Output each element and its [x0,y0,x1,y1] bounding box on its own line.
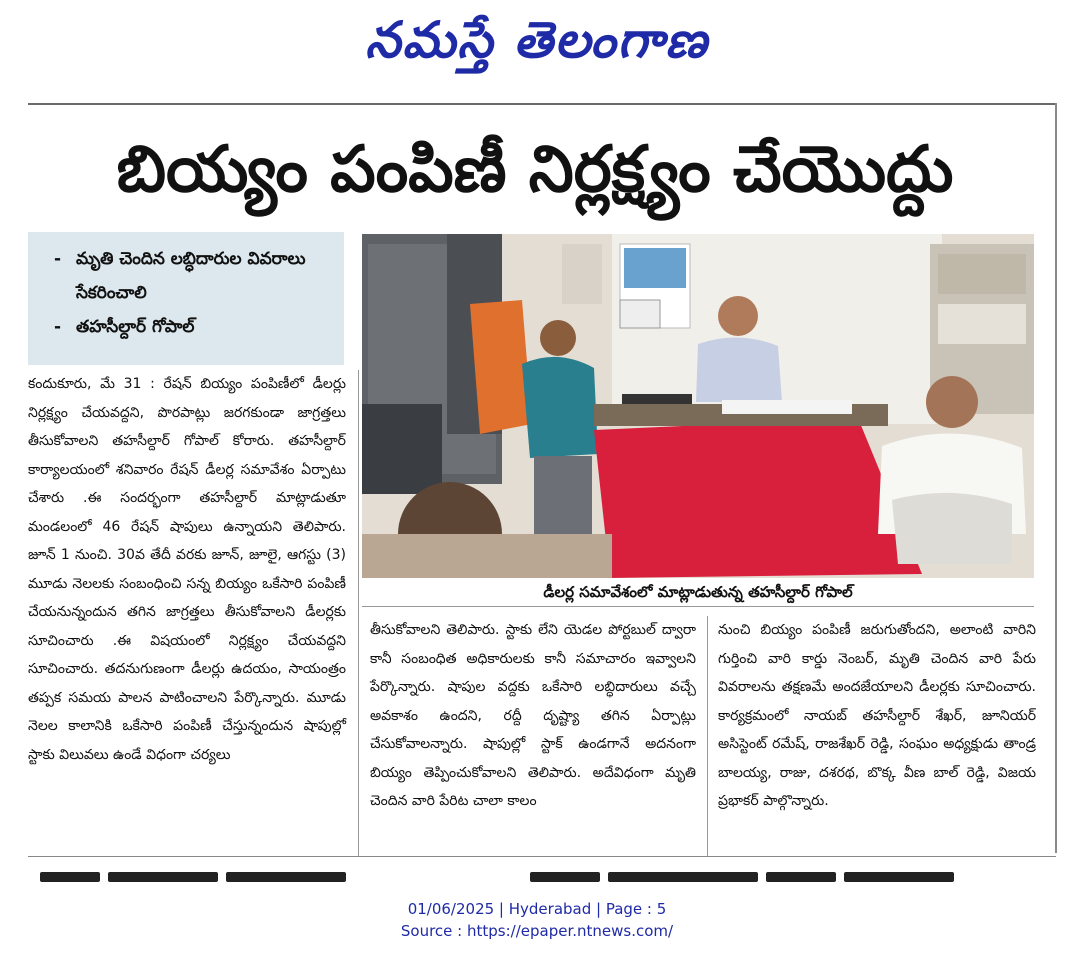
office-meeting-photo [362,234,1034,578]
article-column-3 [718,616,1036,856]
news-photo [362,234,1034,578]
article-paragraph: నుంచి బియ్యం పంపిణీ జరుగుతోందని, అలాంటి వారిని గుర్తించి వారి కార్డు నెంబర్, మృతి చెందిన వారి పేరు వివరాలను తక్షణమే అందజేయాలని డీలర్లకు సూచించారు. కార్యక్రమంలో నాయబ్ తహసీల్దార్ శేఖర్, జూనియర్ అసిస్టెంట్ రమేష్, రాజశేఖర్ రెడ్డి, సంఘం అధ్యక్షుడు తాండ్ర బాలయ్య, రాజు, దశరథ, బొక్క వీణ బాల్ రెడ్డి, విజయ ప్రభాకర్ పాల్గొన్నారు. [718,622,1036,809]
deck-item [54,310,334,344]
photo-caption: డీలర్ల సమావేశంలో మాట్లాడుతున్న తహసీల్దార్ గోపాల్ [543,583,853,601]
deck-item-text: తహసీల్దార్ గోపాల్ [76,317,195,337]
masthead: నమస్తే తెలంగాణ [365,10,709,69]
article-column-1 [28,370,346,850]
column-divider [707,616,708,856]
cut-off-next-headline-right [530,862,970,886]
deck-dash: - [54,317,62,337]
article-paragraph: తీసుకోవాలని తెలిపారు. స్టాకు లేని యెడల పోర్టబుల్ ద్వారా కానీ సంబంధిత అధికారులకు కానీ సమాచారం ఇవ్వాలని పేర్కొన్నారు. షాపుల వద్దకు ఒకేసారి లబ్ధిదారులు వచ్చే అవకాశం ఉందని, రద్దీ దృష్ట్యా తగిన ఏర్పాట్లు చేసుకోవాలన్నారు. షాపుల్లో స్టాక్ ఉండగానే అదనంగా బియ్యం తెప్పించుకోవాలని తెలిపారు. అదేవిధంగా మృతి చెందిన వారి పేరిట చాలా కాలం [370,622,696,809]
article-paragraph: కందుకూరు, మే 31 : రేషన్ బియ్యం పంపిణీలో డీలర్లు నిర్లక్ష్యం చేయవద్దని, పొరపాట్లు జరగకుండా జాగ్రత్తలు తీసుకోవాలని తహసీల్దార్ గోపాల్ కోరారు. తహసీల్దార్ కార్యాలయంలో శనివారం రేషన్ డీలర్ల సమావేశం ఏర్పాటు చేశారు .ఈ సందర్భంగా తహసీల్దార్ మాట్లాడుతూ మండలంలో 46 రేషన్ షాపులు ఉన్నాయని తెలిపారు. జూన్ 1 నుంచి. 30వ తేదీ వరకు జూన్, జూలై, ఆగస్టు (3) మూడు నెలలకు సంబంధించి సన్న బియ్యం ఒకేసారి పంపిణీ చేయనున్నందున తగిన జాగ్రత్తలు తీసుకోవాలని డీలర్లకు సూచించారు .ఈ విషయంలో నిర్లక్ష్యం చేయవద్దని సూచించారు. తదనుగుణంగా డీలర్లు ఉదయం, సాయంత్రం తప్పక సమయ పాలన పాటించాలని పేర్కొన్నారు. మూడు నెలల కాలానికి ఒకేసారి పంపిణీ చేస్తున్నందున షాపుల్లో స్టాకు విలువలు ఉండే విధంగా చర్యలు [28,376,346,763]
bottom-rule [28,856,1056,857]
top-rule [28,103,1056,105]
footer-source-line: Source : https://epaper.ntnews.com/ [400,922,674,940]
caption-rule [362,606,1034,607]
deck-box [28,232,344,365]
deck-dash: - [54,249,62,269]
cut-off-next-headline-left [40,862,360,886]
deck-item-text: మృతి చెందిన లబ్ధిదారుల వివరాలు సేకరించాలి [76,249,306,303]
headline: బియ్యం పంపిణీ నిర్లక్ష్యం చేయొద్దు [116,133,954,207]
footer-date-line: 01/06/2025 | Hyderabad | Page : 5 [407,900,667,918]
article-column-2 [370,616,696,856]
right-rule [1055,103,1057,853]
column-divider [358,370,359,856]
deck-item [54,242,334,310]
